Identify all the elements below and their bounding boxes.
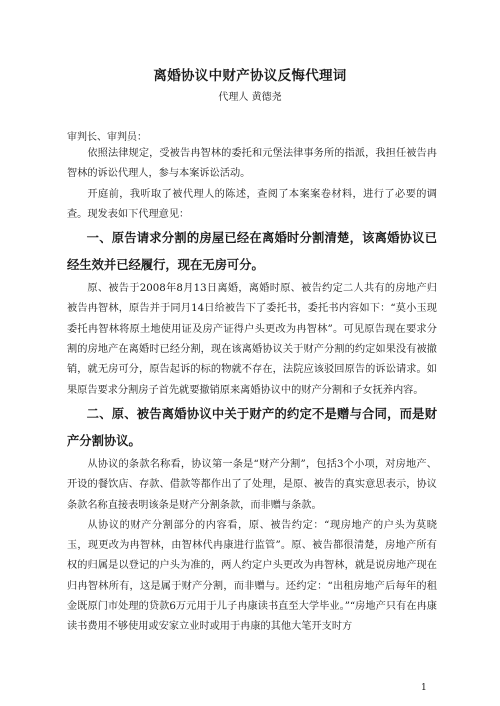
- paragraph-intro: 依照法律规定，受被告冉智林的委托和元堡法律事务所的指派，我担任被告冉智林的诉讼代理人，参与本案诉讼活动。: [67, 148, 437, 180]
- salutation: 审判长、审判员：: [67, 132, 147, 143]
- paragraph-section-2b: 从协议的财产分割部分的内容看，原、被告约定：“现房地产的户头为莫晓玉，现更改为冉智林，由智林代冉康进行监管”。原、被告都很清楚，房地产所有权的归属是以登记的户头为准的，两人约定户头更改为冉智林，就是说房地产现在归冉智林所有，这是属于财产分割，而非赠与。还约定：“出租房地产后每年的租金既原门市处理的贷款6万元用于儿子冉康读书直至大学毕业。”“房地产只有在冉康读书费用不够使用或安家立业时或用于冉康的其他大笔开支时方: [67, 519, 437, 633]
- paragraph-preparation: 开庭前，我听取了被代理人的陈述，查阅了本案案卷材料，进行了必要的调查。现发表如下代理意见：: [67, 188, 437, 220]
- paragraph-section-2a: 从协议的条款名称看，协议第一条是“财产分割”，包括3个小项，对房地产、开设的餐饮店、存款、借款等都作出了了处理，是原、被告的真实意思表示，协议条款名称直接表明该条是财产分割条款，而非赠与条款。: [67, 458, 437, 511]
- section-heading-2: 二、原、被告离婚协议中关于财产的约定不是赠与合同，而是财产分割协议。: [67, 406, 437, 448]
- document-title: 离婚协议中财产协议反悔代理词: [153, 68, 347, 84]
- page-number: 1: [421, 683, 427, 693]
- author-line: 代理人 黄德尧: [218, 92, 282, 103]
- section-heading-1: 一、原告请求分割的房屋已经在离婚时分割清楚，该离婚协议已经生效并已经履行，现在无房可分。: [67, 231, 437, 273]
- document-body: [67, 144, 437, 638]
- paragraph-section-1: 原、被告于2008年8月13日离婚，离婚时原、被告约定二人共有的房地产归被告冉智林，原告并于同月14日给被告下了委托书，委托书内容如下：“莫小玉现委托冉智林将原土地使用证及房产证得户头更改为冉智林”。可见原告现在要求分割的房地产在离婚时已经分割，现在该离婚协议关于财产分割的约定如果没有被撤销，就无房可分，原告起诉的标的物就不存在，法院应该驳回原告的诉讼请求。如果原告要求分割房子首先就要撤销原来离婚协议中的财产分割和子女抚养内容。: [67, 283, 437, 396]
